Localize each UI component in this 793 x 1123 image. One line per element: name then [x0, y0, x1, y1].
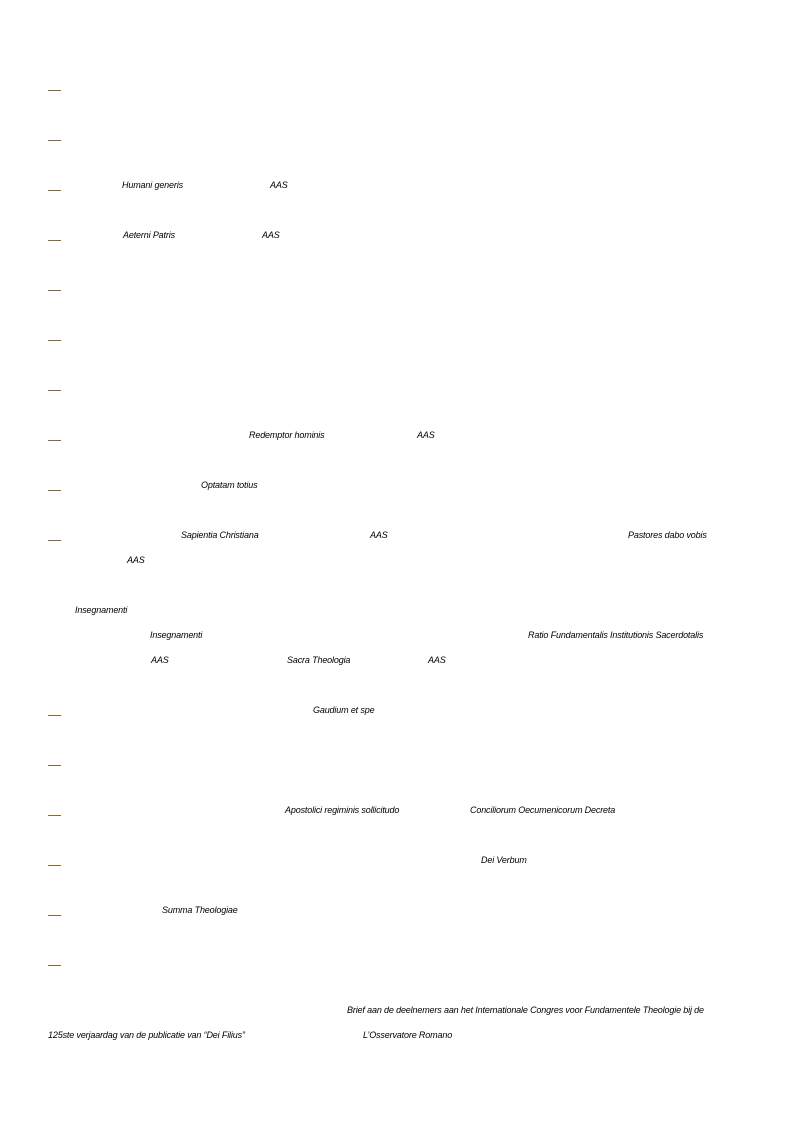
citation-source: AAS: [262, 230, 280, 240]
citation-source: L’Osservatore Romano: [363, 1030, 453, 1040]
footnote-marker: [48, 90, 61, 91]
citation-title: Conciliorum Oecumenicorum Decreta: [470, 805, 616, 815]
citation-title: Redemptor hominis: [249, 430, 325, 440]
footnote-marker: [48, 490, 61, 491]
citation-title: Optatam totius: [201, 480, 258, 490]
citation-source: AAS: [370, 530, 388, 540]
footnote-marker: [48, 440, 61, 441]
citation-title: Insegnamenti: [75, 605, 128, 615]
citation-title: Gaudium et spe: [313, 705, 375, 715]
citation-title: Dei Verbum: [481, 855, 527, 865]
citation-source: AAS: [127, 555, 145, 565]
citation-source: AAS: [428, 655, 446, 665]
citation-source: AAS: [151, 655, 169, 665]
citation-title: Ratio Fundamentalis Institutionis Sacerdotalis: [528, 630, 704, 640]
citation-title: Insegnamenti: [150, 630, 203, 640]
footnote-marker: [48, 290, 61, 291]
citation-title: Aeterni Patris: [123, 230, 175, 240]
citation-title: Sacra Theologia: [287, 655, 351, 665]
citation-source: AAS: [417, 430, 435, 440]
citation-title: 125ste verjaardag van de publicatie van “Dei Filius”: [48, 1030, 245, 1040]
footnote-marker: [48, 140, 61, 141]
citation-title: Brief aan de deelnemers aan het Internationale Congres voor Fundamentele Theologie bij de: [347, 1005, 704, 1015]
citation-title: Pastores dabo vobis: [628, 530, 707, 540]
footnote-marker: [48, 390, 61, 391]
citation-title: Humani generis: [122, 180, 183, 190]
footnote-marker: [48, 965, 61, 966]
footnote-marker: [48, 765, 61, 766]
footnote-marker: [48, 240, 61, 241]
citation-source: AAS: [270, 180, 288, 190]
footnote-marker: [48, 340, 61, 341]
citation-title: Summa Theologiae: [162, 905, 238, 915]
footnote-marker: [48, 865, 61, 866]
footnote-marker: [48, 540, 61, 541]
footnote-marker: [48, 815, 61, 816]
footnote-marker: [48, 915, 61, 916]
citation-title: Sapientia Christiana: [181, 530, 259, 540]
footnote-marker: [48, 715, 61, 716]
citation-title: Apostolici regiminis sollicitudo: [285, 805, 400, 815]
footnote-marker: [48, 190, 61, 191]
